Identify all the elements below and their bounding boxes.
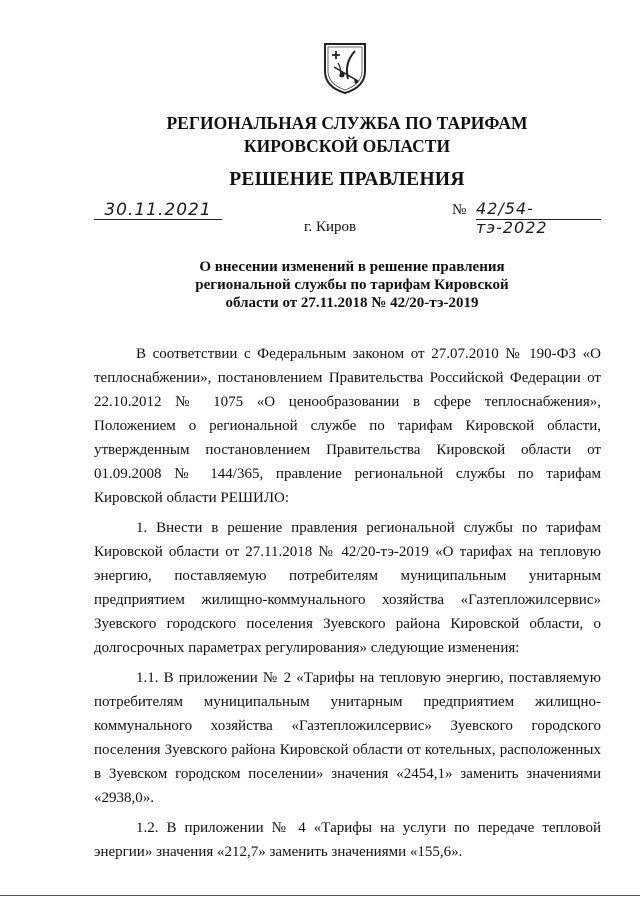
preamble-paragraph: В соответствии с Федеральным законом от 27.07.2010 № 190-ФЗ «О теплоснабжении», постановлением Правительства Российской Федерации от 22.10.2012 № 1075 «О ценообразовании в сфере теплоснабжения», Положением о региональной службе по тарифам Кировской области, утвержденным постановлением Правительства Кировской области от 01.09.2008 № 144/365, правление региональной службы по тарифам Кировской области РЕШИЛО: (94, 346, 601, 506)
organization-name-line1: РЕГИОНАЛЬНАЯ СЛУЖБА ПО ТАРИФАМ (166, 113, 528, 133)
document-type-title: РЕШЕНИЕ ПРАВЛЕНИЯ (229, 169, 465, 190)
item-1-paragraph: 1. Внести в решение правления региональной службы по тарифам Кировской области от 27.11.2018 № 42/20-тэ-2019 «О тарифах на тепловую энергию, поставляемую потребителям муниципальным унитарным предприятием жилищно-коммунального хозяйства «Газтепложилсервис» Зуевского городского поселения Зуевского района Кировской области, о долгосрочных параметрах регулирования» следующие изменения: (94, 520, 601, 656)
kirov-coat-of-arms-icon (322, 41, 368, 95)
page-bottom-divider (0, 895, 640, 896)
organization-name-line2: КИРОВСКОЙ ОБЛАСТИ (243, 136, 451, 156)
document-number: 42/54-тэ-2022 (476, 199, 601, 220)
document-body (94, 342, 601, 870)
document-subject: О внесении изменений в решение правления региональной службы по тарифам Кировской области от 27.11.2018 № 42/20-тэ-2019 (195, 259, 509, 311)
city-label: г. Киров (304, 219, 357, 235)
item-1-2-paragraph: 1.2. В приложении № 4 «Тарифы на услуги по передаче тепловой энергии» значения «212,7» заменить значениями «155,6». (94, 820, 601, 860)
document-date: 30.11.2021 (94, 200, 222, 220)
item-1-1-paragraph: 1.1. В приложении № 2 «Тарифы на тепловую энергию, поставляемую потребителям муниципальным унитарным предприятием жилищно-коммунального хозяйства «Газтепложилсервис» Зуевского городского поселения Зуевского района Кировской области от котельных, расположенных в Зуевском городском поселении» значения «2454,1» заменить значениями «2938,0». (94, 670, 601, 806)
number-sign: № (452, 202, 467, 218)
